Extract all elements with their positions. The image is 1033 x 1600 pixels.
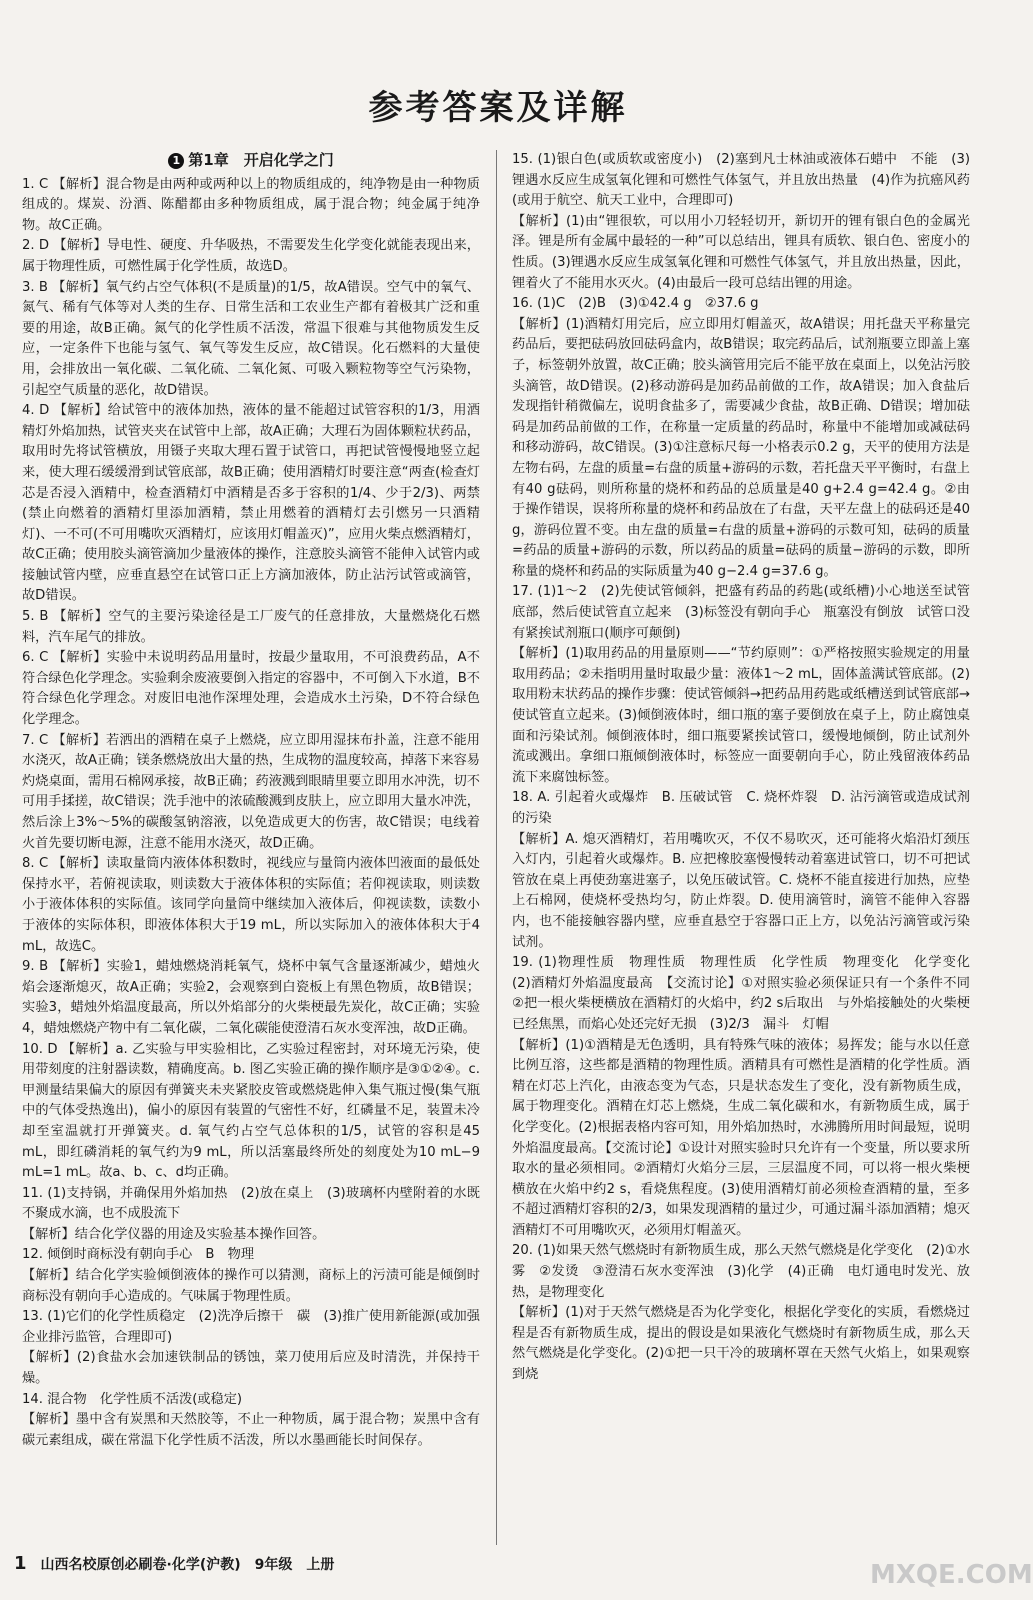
- answer-item: 19. (1)物理性质 物理性质 物理性质 化学性质 物理变化 化学变化 (2)酒精灯外焰温度最高 【交流讨论】①对照实验必须保证只有一个条件不同 ②把一根火柴梗横放在酒精灯的火焰中，约2 s后取出 与外焰接触处的火柴梗已经焦黑，而焰心处还完好无损 (3)2/3 漏斗 灯帽 【解析】(1)①酒精是无色透明，具有特殊气味的液体；易挥发；能与水以任意比例互溶，这些都是酒精的物理性质。酒精具有可燃性是酒精的化学性质。酒精在灯芯上汽化，由液态变为气态，只是状态发生了变化，没有新物质生成，属于物理变化。酒精在灯芯上燃烧，生成二氧化碳和水，有新物质生成，属于化学变化。(2)根据表格内容可知，用外焰加热时，水沸腾所用时间最短，说明外焰温度最高。【交流讨论】①设计对照实验时只允许有一个变量，所以要求所取水的量必须相同。②酒精灯火焰分三层，三层温度不同，可以将一根火柴梗横放在火焰中约2 s，看烧焦程度。(3)使用酒精灯前必须检查酒精的量，至多不超过酒精灯容积的2/3，如果发现酒精的量过少，可通过漏斗添加酒精；熄灭酒精灯不可用嘴吹灭，必须用灯帽盖灭。: [512, 955, 970, 1238]
- column-divider: [496, 150, 497, 1545]
- answer-item: 13. (1)它们的化学性质稳定 (2)洗净后擦干 碳 (3)推广使用新能源(或加强企业排污监管，合理即可) 【解析】(2)食盐水会加速铁制品的锈蚀，菜刀使用后应及时清洗，并保持干燥。: [22, 1309, 480, 1387]
- answer-item: 10. D 【解析】a. 乙实验与甲实验相比，乙实验过程密封，对环境无污染，使用带刻度的注射器读数，精确度高。b. 图乙实验正确的操作顺序是③①②④。c. 甲测量结果偏大的原因有弹簧夹未夹紧胶皮管或燃烧匙伸入集气瓶过慢(集气瓶中的气体受热逸出)，偏小的原因有装置的气密性不好，红磷量不足，装置未冷却至室温就打开弹簧夹。d. 氧气约占空气总体积的1/5，试管的容积是45 mL，即红磷消耗的氧气约为9 mL，所以活塞最终所处的刻度处为10 mL−9 mL=1 mL。故a、b、c、d均正确。: [22, 1041, 480, 1181]
- right-column: [512, 150, 970, 1545]
- page-footer: [14, 1553, 334, 1574]
- chapter-label: 第1章 开启化学之门: [188, 151, 334, 169]
- answer-item: 6. C 【解析】实验中未说明药品用量时，按最少量取用，不可浪费药品，A不符合绿色化学理念。实验剩余废液要倒入指定的容器中，不可倒入下水道，B不符合绿色化学理念。对废旧电池作深埋处理，会造成水土污染，D不符合绿色化学理念。: [22, 650, 480, 728]
- watermark: MXQE.COM: [870, 1560, 1033, 1590]
- answer-item: 3. B 【解析】氧气约占空气体积(不是质量)的1/5，故A错误。空气中的氧气、氮气、稀有气体等对人类的生存、日常生活和工农业生产都有着极其广泛和重要的用途，故B正确。氮气的化学性质不活泼，常温下很难与其他物质发生反应，一定条件下也能与氢气、氧气等发生反应，故C错误。化石燃料的大量使用，会排放出一氧化碳、二氧化硫、二氧化氮、可吸入颗粒物等空气污染物，引起空气质量的恶化，故D错误。: [22, 279, 480, 398]
- answer-list-right: [512, 150, 970, 1386]
- answer-item: 18. A. 引起着火或爆炸 B. 压破试管 C. 烧杯炸裂 D. 沾污滴管或造成试剂的污染 【解析】A. 熄灭酒精灯，若用嘴吹灭，不仅不易吹灭，还可能将火焰沿灯颈压入灯内，引起着火或爆炸。B. 应把橡胶塞慢慢转动着塞进试管口，切不可把试管放在桌上再使劲塞进塞子，以免压破试管。C. 烧杯不能直接进行加热，应垫上石棉网，使烧杯受热均匀，防止炸裂。D. 使用滴管时，滴管不能伸入容器内，也不能接触容器内壁，应垂直悬空于容器口正上方，以免沾污滴管或污染试剂。: [512, 790, 970, 950]
- answer-list-left: [22, 175, 480, 1452]
- page-number: 1: [14, 1553, 27, 1574]
- chapter-heading: [22, 150, 480, 171]
- answer-item: 7. C 【解析】若洒出的酒精在桌子上燃烧，应立即用湿抹布扑盖，注意不能用水浇灭，故A正确；镁条燃烧放出大量的热，生成物的温度较高，掉落下来容易灼烧桌面，需用石棉网承接，故B正确；药液溅到眼睛里要立即用水冲洗，切不可用手揉搓，故C错误；洗手池中的浓硫酸溅到皮肤上，应立即用大量水冲洗，然后涂上3%～5%的碳酸氢钠溶液，以免造成更大的伤害，故C错误；电线着火首先要切断电源，注意不能用水浇灭，故D正确。: [22, 732, 480, 851]
- answer-item: 1. C 【解析】混合物是由两种或两种以上的物质组成的，纯净物是由一种物质组成的。煤炭、汾酒、陈醋都由多种物质组成，属于混合物；纯金属于纯净物。故C正确。: [22, 176, 480, 233]
- answer-item: 9. B 【解析】实验1，蜡烛燃烧消耗氧气，烧杯中氧气含量逐渐减少，蜡烛火焰会逐渐熄灭，故A正确；实验2，会观察到白瓷板上有黑色物质，故B错误；实验3，蜡烛外焰温度最高，所以外焰部分的火柴梗最先炭化，故C正确；实验4，蜡烛燃烧产物中有二氧化碳，二氧化碳能使澄清石灰水变浑浊，故D正确。: [22, 959, 480, 1036]
- chapter-number-badge: 1: [168, 153, 184, 169]
- answer-item: 20. (1)如果天然气燃烧时有新物质生成，那么天然气燃烧是化学变化 (2)①水雾 ②发烫 ③澄清石灰水变浑浊 (3)化学 (4)正确 电灯通电时发光、放热，是物理变化 【解析】(1)对于天然气燃烧是否为化学变化，根据化学变化的实质，看燃烧过程是否有新物质生成，提出的假设是如果液化气燃烧时有新物质生成，那么天然气燃烧是化学变化。(2)①把一只干冷的玻璃杯罩在天然气火焰上，如果观察到烧: [512, 1243, 970, 1383]
- answer-item: 17. (1)1～2 (2)先使试管倾斜，把盛有药品的药匙(或纸槽)小心地送至试管底部，然后使试管直立起来 (3)标签没有朝向手心 瓶塞没有倒放 试管口没有紧挨试剂瓶口(顺序可颠倒) 【解析】(1)取用药品的用量原则——“节约原则”：①严格按照实验规定的用量取用药品；②未指明用量时取最少量：液体1～2 mL，固体盖满试管底部。(2)取用粉末状药品的操作步骤：使试管倾斜→把药品用药匙或纸槽送到试管底部→使试管直立起来。(3)倾倒液体时，细口瓶的塞子要倒放在桌子上，防止腐蚀桌面和污染试剂。倾倒液体时，细口瓶要紧挨试管口，缓慢地倾倒，防止试剂外流或溅出。拿细口瓶倾倒液体时，标签应一面要朝向手心，防止残留液体药品流下来腐蚀标签。: [512, 584, 970, 785]
- answer-item: 8. C 【解析】读取量筒内液体体积数时，视线应与量筒内液体凹液面的最低处保持水平，若俯视读取，则读数大于液体体积的实际值；若仰视读取，则读数小于液体体积的实际值。该同学向量筒中继续加入液体后，仰视读数，读数小于液体的实际体积，即液体体积大于19 mL，所以实际加入的液体体积大于4 mL，故选C。: [22, 856, 480, 954]
- answer-item: 11. (1)支持锅，并确保用外焰加热 (2)放在桌上 (3)玻璃杯内壁附着的水既不聚成水滴，也不成股流下 【解析】结合化学仪器的用途及实验基本操作回答。: [22, 1185, 480, 1242]
- page-title: 参考答案及详解: [368, 88, 628, 128]
- answer-item: 15. (1)银白色(或质软或密度小) (2)塞到凡士林油或液体石蜡中 不能 (3)锂遇水反应生成氢氧化锂和可燃性气体氢气，并且放出热量 (4)作为抗癌风药(或用于航空、航天工业中，合理即可) 【解析】(1)由“锂很软，可以用小刀轻轻切开，新切开的锂有银白色的金属光泽。锂是所有金属中最轻的一种”可以总结出，锂具有质软、银白色、密度小的性质。(3)锂遇水反应生成氢氧化锂和可燃性气体氢气，并且放出热量，因此，锂着火了不能用水灭火。(4)由最后一段可总结出锂的用途。: [512, 152, 970, 291]
- answer-item: 4. D 【解析】给试管中的液体加热，液体的量不能超过试管容积的1/3，用酒精灯外焰加热，试管夹夹在试管中上部，故A正确；大理石为固体颗粒状药品，取用时先将试管横放，用镊子夹取大理石置于试管口，再把试管慢慢地竖立起来，使大理石缓缓滑到试管底部，故B正确；使用酒精灯时要注意“两查(检查灯芯是否浸入酒精中，检查酒精灯中酒精是否多于容积的1/4、少于2/3)、两禁(禁止向燃着的酒精灯里添加酒精，禁止用燃着的酒精灯去引燃另一只酒精灯)、一不可(不可用嘴吹灭酒精灯，应该用灯帽盖灭)”，应用火柴点燃酒精灯，故C正确；使用胶头滴管滴加少量液体的操作，注意胶头滴管不能伸入试管内或接触试管内壁，应垂直悬空在试管口正上方滴加液体，防止沾污试管或滴管，故D错误。: [22, 403, 480, 604]
- answer-item: 12. 倾倒时商标没有朝向手心 B 物理 【解析】结合化学实验倾倒液体的操作可以猜测，商标上的污渍可能是倾倒时商标没有朝向手心造成的。气味属于物理性质。: [22, 1247, 480, 1304]
- answer-item: 14. 混合物 化学性质不活泼(或稳定) 【解析】墨中含有炭黑和天然胶等，不止一种物质，属于混合物；炭黑中含有碳元素组成，碳在常温下化学性质不活泼，所以水墨画能长时间保存。: [22, 1391, 480, 1448]
- answer-item: 16. (1)C (2)B (3)①42.4 g ②37.6 g 【解析】(1)酒精灯用完后，应立即用灯帽盖灭，故A错误；用托盘天平称量完药品后，要把砝码放回砝码盒内，故B错误；取完药品后，试剂瓶要立即盖上塞子，标签朝外放置，故C正确；胶头滴管用完后不能平放在桌面上，以免沾污胶头滴管，故D错误。(2)移动游码是加药品前做的工作，故A错误；加入食盐后发现指针稍微偏左，说明食盐多了，需要减少食盐，故B正确、D错误；增加砝码是加药品前做的工作，在称量一定质量的药品时，称量中不能增加或减砝码和移动游码，故C错误。(3)①注意标尺每一小格表示0.2 g，天平的使用方法是左物右码，左盘的质量=右盘的质量+游码的示数，若托盘天平平衡时，右盘上有40 g砝码，则所称量的烧杯和药品的总质量是40 g+2.4 g=42.4 g。②由于操作错误，误将所称量的烧杯和药品放在了右盘，天平左盘上的砝码还是40 g，游码位置不变。由左盘的质量=右盘的质量+游码的示数可知，砝码的质量=药品的质量+游码的示数，所以药品的质量=砝码的质量−游码的示数，即所称量的烧杯和药品的实际质量为40 g−2.4 g=37.6 g。: [512, 296, 970, 579]
- footer-book-title: 山西名校原创必刷卷·化学(沪教) 9年级 上册: [40, 1557, 335, 1573]
- left-column: [22, 150, 480, 1545]
- answer-item: 2. D 【解析】导电性、硬度、升华吸热，不需要发生化学变化就能表现出来，属于物理性质，可燃性属于化学性质，故选D。: [22, 238, 480, 274]
- answer-item: 5. B 【解析】空气的主要污染途径是工厂废气的任意排放，大量燃烧化石燃料，汽车尾气的排放。: [22, 609, 480, 645]
